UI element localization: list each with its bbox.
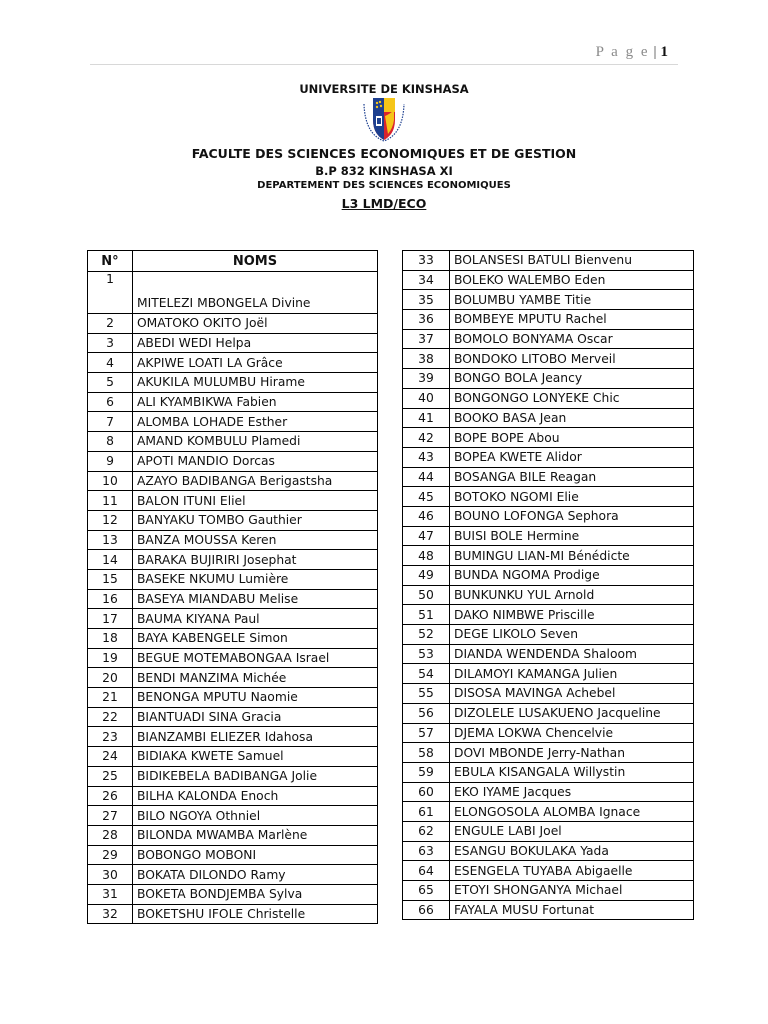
- table-row: [403, 369, 694, 389]
- table-row: [88, 471, 378, 491]
- student-name: ABEDI WEDI Helpa: [133, 333, 378, 353]
- student-name: BOTOKO NGOMI Elie: [450, 487, 694, 507]
- table-row: [88, 648, 378, 668]
- row-number: 16: [88, 589, 133, 609]
- table-row: [88, 510, 378, 530]
- table-row: [403, 821, 694, 841]
- university-title: UNIVERSITE DE KINSHASA: [299, 82, 469, 96]
- table-row: [88, 747, 378, 767]
- row-number: 51: [403, 605, 450, 625]
- student-name: BOLEKO WALEMBO Eden: [450, 270, 694, 290]
- student-table-left: [87, 250, 378, 924]
- header-rule: [90, 64, 678, 65]
- student-name: BILO NGOYA Othniel: [133, 806, 378, 826]
- row-number: 1: [88, 272, 133, 314]
- student-name: ENGULE LABI Joel: [450, 821, 694, 841]
- table-row: [403, 467, 694, 487]
- row-number: 40: [403, 388, 450, 408]
- student-name: BARAKA BUJIRIRI Josephat: [133, 550, 378, 570]
- student-name: BOLUMBU YAMBE Titie: [450, 290, 694, 310]
- row-number: 12: [88, 510, 133, 530]
- student-name: APOTI MANDIO Dorcas: [133, 451, 378, 471]
- student-name: BANZA MOUSSA Keren: [133, 530, 378, 550]
- table-row: [88, 688, 378, 708]
- table-row: [88, 668, 378, 688]
- row-number: 47: [403, 526, 450, 546]
- student-name: BANYAKU TOMBO Gauthier: [133, 510, 378, 530]
- row-number: 6: [88, 392, 133, 412]
- row-number: 18: [88, 629, 133, 649]
- student-name: DAKO NIMBWE Priscille: [450, 605, 694, 625]
- row-number: 56: [403, 703, 450, 723]
- faculty-title: FACULTE DES SCIENCES ECONOMIQUES ET DE GESTION: [191, 146, 577, 161]
- row-number: 26: [88, 786, 133, 806]
- row-number: 27: [88, 806, 133, 826]
- row-number: 24: [88, 747, 133, 767]
- student-name: EKO IYAME Jacques: [450, 782, 694, 802]
- table-row: [403, 900, 694, 920]
- table-row: [88, 432, 378, 452]
- row-number: 32: [88, 904, 133, 924]
- row-number: 58: [403, 743, 450, 763]
- row-number: 63: [403, 841, 450, 861]
- row-number: 37: [403, 329, 450, 349]
- row-number: 53: [403, 644, 450, 664]
- student-name: BOMOLO BONYAMA Oscar: [450, 329, 694, 349]
- university-seal-logo: [349, 94, 419, 144]
- student-name: BALON ITUNI Eliel: [133, 491, 378, 511]
- table-header-row: [88, 251, 378, 272]
- table-row: [403, 329, 694, 349]
- page-word: P a g e: [595, 44, 650, 60]
- student-name: BASEYA MIANDABU Melise: [133, 589, 378, 609]
- table-row: [403, 644, 694, 664]
- table-row: [403, 408, 694, 428]
- row-number: 15: [88, 569, 133, 589]
- student-name: BONDOKO LITOBO Merveil: [450, 349, 694, 369]
- student-name: BOBONGO MOBONI: [133, 845, 378, 865]
- row-number: 4: [88, 353, 133, 373]
- row-number: 33: [403, 251, 450, 271]
- table-row: [403, 290, 694, 310]
- page-number-value: 1: [660, 44, 668, 60]
- table-row: [403, 270, 694, 290]
- table-row: [403, 782, 694, 802]
- student-name: BIANZAMBI ELIEZER Idahosa: [133, 727, 378, 747]
- row-number: 65: [403, 881, 450, 901]
- table-row: [403, 861, 694, 881]
- student-name: AKPIWE LOATI LA Grâce: [133, 353, 378, 373]
- row-number: 28: [88, 825, 133, 845]
- student-name: BOUNO LOFONGA Sephora: [450, 506, 694, 526]
- student-name: BASEKE NKUMU Lumière: [133, 569, 378, 589]
- row-number: 34: [403, 270, 450, 290]
- row-number: 50: [403, 585, 450, 605]
- table-row: [88, 530, 378, 550]
- row-number: 61: [403, 802, 450, 822]
- row-number: 43: [403, 447, 450, 467]
- table-row: [403, 881, 694, 901]
- row-number: 9: [88, 451, 133, 471]
- table-row: [88, 451, 378, 471]
- table-row: [403, 664, 694, 684]
- table-row: [88, 491, 378, 511]
- table-row: [403, 310, 694, 330]
- student-name: BUNKUNKU YUL Arnold: [450, 585, 694, 605]
- table-row: [88, 373, 378, 393]
- student-name: MITELEZI MBONGELA Divine: [133, 272, 378, 314]
- table-row: [88, 707, 378, 727]
- table-row: [403, 723, 694, 743]
- table-row: [403, 447, 694, 467]
- row-number: 3: [88, 333, 133, 353]
- table-row: [88, 314, 378, 334]
- table-row: [403, 566, 694, 586]
- student-name: BENDI MANZIMA Michée: [133, 668, 378, 688]
- postal-address: B.P 832 KINSHASA XI: [315, 164, 453, 178]
- row-number: 8: [88, 432, 133, 452]
- table-row: [403, 605, 694, 625]
- row-number: 49: [403, 566, 450, 586]
- row-number: 25: [88, 766, 133, 786]
- row-number: 64: [403, 861, 450, 881]
- student-name: ELONGOSOLA ALOMBA Ignace: [450, 802, 694, 822]
- row-number: 46: [403, 506, 450, 526]
- row-number: 21: [88, 688, 133, 708]
- row-number: 39: [403, 369, 450, 389]
- row-number: 45: [403, 487, 450, 507]
- student-name: FAYALA MUSU Fortunat: [450, 900, 694, 920]
- row-number: 52: [403, 625, 450, 645]
- row-number: 42: [403, 428, 450, 448]
- student-name: DJEMA LOKWA Chencelvie: [450, 723, 694, 743]
- student-name: BIANTUADI SINA Gracia: [133, 707, 378, 727]
- student-name: BAUMA KIYANA Paul: [133, 609, 378, 629]
- row-number: 29: [88, 845, 133, 865]
- student-name: BENONGA MPUTU Naomie: [133, 688, 378, 708]
- student-name: ETOYI SHONGANYA Michael: [450, 881, 694, 901]
- student-name: ALOMBA LOHADE Esther: [133, 412, 378, 432]
- student-name: DIZOLELE LUSAKUENO Jacqueline: [450, 703, 694, 723]
- student-name: BOLANSESI BATULI Bienvenu: [450, 251, 694, 271]
- row-number: 38: [403, 349, 450, 369]
- row-number: 48: [403, 546, 450, 566]
- table-row: [88, 392, 378, 412]
- row-number: 35: [403, 290, 450, 310]
- row-number: 20: [88, 668, 133, 688]
- student-name: AMAND KOMBULU Plamedi: [133, 432, 378, 452]
- row-number: 41: [403, 408, 450, 428]
- row-number: 17: [88, 609, 133, 629]
- row-number: 30: [88, 865, 133, 885]
- student-name: BOMBEYE MPUTU Rachel: [450, 310, 694, 330]
- student-name: BEGUE MOTEMABONGAA Israel: [133, 648, 378, 668]
- row-number: 19: [88, 648, 133, 668]
- table-row: [88, 412, 378, 432]
- student-name: AZAYO BADIBANGA Berigastsha: [133, 471, 378, 491]
- row-number: 36: [403, 310, 450, 330]
- row-number: 11: [88, 491, 133, 511]
- page-separator: |: [653, 44, 657, 60]
- student-name: DOVI MBONDE Jerry-Nathan: [450, 743, 694, 763]
- table-row: [88, 786, 378, 806]
- table-row: [88, 865, 378, 885]
- row-number: 7: [88, 412, 133, 432]
- row-number: 60: [403, 782, 450, 802]
- table-row: [403, 428, 694, 448]
- class-level: L3 LMD/ECO: [341, 196, 427, 211]
- column-header-names: NOMS: [133, 251, 378, 272]
- row-number: 59: [403, 762, 450, 782]
- table-row: [88, 569, 378, 589]
- student-name: BOPE BOPE Abou: [450, 428, 694, 448]
- table-row: [403, 743, 694, 763]
- table-row: [403, 585, 694, 605]
- row-number: 13: [88, 530, 133, 550]
- student-name: BOOKO BASA Jean: [450, 408, 694, 428]
- student-name: BUISI BOLE Hermine: [450, 526, 694, 546]
- row-number: 62: [403, 821, 450, 841]
- table-row: [88, 629, 378, 649]
- table-row: [403, 487, 694, 507]
- student-name: BUNDA NGOMA Prodige: [450, 566, 694, 586]
- table-row: [403, 251, 694, 271]
- row-number: 10: [88, 471, 133, 491]
- student-name: BIDIKEBELA BADIBANGA Jolie: [133, 766, 378, 786]
- student-name: BIDIAKA KWETE Samuel: [133, 747, 378, 767]
- row-number: 5: [88, 373, 133, 393]
- table-row: [88, 353, 378, 373]
- row-number: 66: [403, 900, 450, 920]
- table-row: [88, 845, 378, 865]
- student-name: BAYA KABENGELE Simon: [133, 629, 378, 649]
- table-row: [88, 825, 378, 845]
- student-name: BONGONGO LONYEKE Chic: [450, 388, 694, 408]
- table-row: [403, 349, 694, 369]
- student-name: BILONDA MWAMBA Marlène: [133, 825, 378, 845]
- table-row: [88, 904, 378, 924]
- table-row: [403, 625, 694, 645]
- student-name: BOKATA DILONDO Ramy: [133, 865, 378, 885]
- student-name: BOSANGA BILE Reagan: [450, 467, 694, 487]
- student-name: BILHA KALONDA Enoch: [133, 786, 378, 806]
- row-number: 55: [403, 684, 450, 704]
- table-row: [88, 884, 378, 904]
- table-row: [403, 762, 694, 782]
- row-number: 31: [88, 884, 133, 904]
- student-name: ESANGU BOKULAKA Yada: [450, 841, 694, 861]
- row-number: 14: [88, 550, 133, 570]
- student-name: DISOSA MAVINGA Achebel: [450, 684, 694, 704]
- department-title: DEPARTEMENT DES SCIENCES ECONOMIQUES: [257, 180, 511, 191]
- student-name: DEGE LIKOLO Seven: [450, 625, 694, 645]
- table-row: [403, 703, 694, 723]
- student-name: AKUKILA MULUMBU Hirame: [133, 373, 378, 393]
- table-row: [88, 766, 378, 786]
- column-header-number: N°: [88, 251, 133, 272]
- table-row: [403, 684, 694, 704]
- student-name: ESENGELA TUYABA Abigaelle: [450, 861, 694, 881]
- student-name: BOPEA KWETE Alidor: [450, 447, 694, 467]
- row-number: 57: [403, 723, 450, 743]
- table-row: [403, 841, 694, 861]
- student-name: BUMINGU LIAN-MI Bénédicte: [450, 546, 694, 566]
- table-row: [88, 333, 378, 353]
- student-table-right: [402, 250, 694, 920]
- student-name: BONGO BOLA Jeancy: [450, 369, 694, 389]
- table-row: [403, 506, 694, 526]
- table-row: [88, 589, 378, 609]
- table-row: [88, 609, 378, 629]
- student-name: OMATOKO OKITO Joël: [133, 314, 378, 334]
- table-row: [403, 526, 694, 546]
- row-number: 54: [403, 664, 450, 684]
- table-row: [403, 802, 694, 822]
- page-number: [596, 44, 668, 61]
- table-row: [88, 272, 378, 314]
- table-row: [88, 806, 378, 826]
- table-row: [403, 546, 694, 566]
- table-row: [403, 388, 694, 408]
- row-number: 44: [403, 467, 450, 487]
- row-number: 2: [88, 314, 133, 334]
- student-name: ALI KYAMBIKWA Fabien: [133, 392, 378, 412]
- row-number: 23: [88, 727, 133, 747]
- student-name: DIANDA WENDENDA Shaloom: [450, 644, 694, 664]
- table-row: [88, 550, 378, 570]
- student-name: BOKETSHU IFOLE Christelle: [133, 904, 378, 924]
- table-row: [88, 727, 378, 747]
- student-name: BOKETA BONDJEMBA Sylva: [133, 884, 378, 904]
- student-name: DILAMOYI KAMANGA Julien: [450, 664, 694, 684]
- student-name: EBULA KISANGALA Willystin: [450, 762, 694, 782]
- row-number: 22: [88, 707, 133, 727]
